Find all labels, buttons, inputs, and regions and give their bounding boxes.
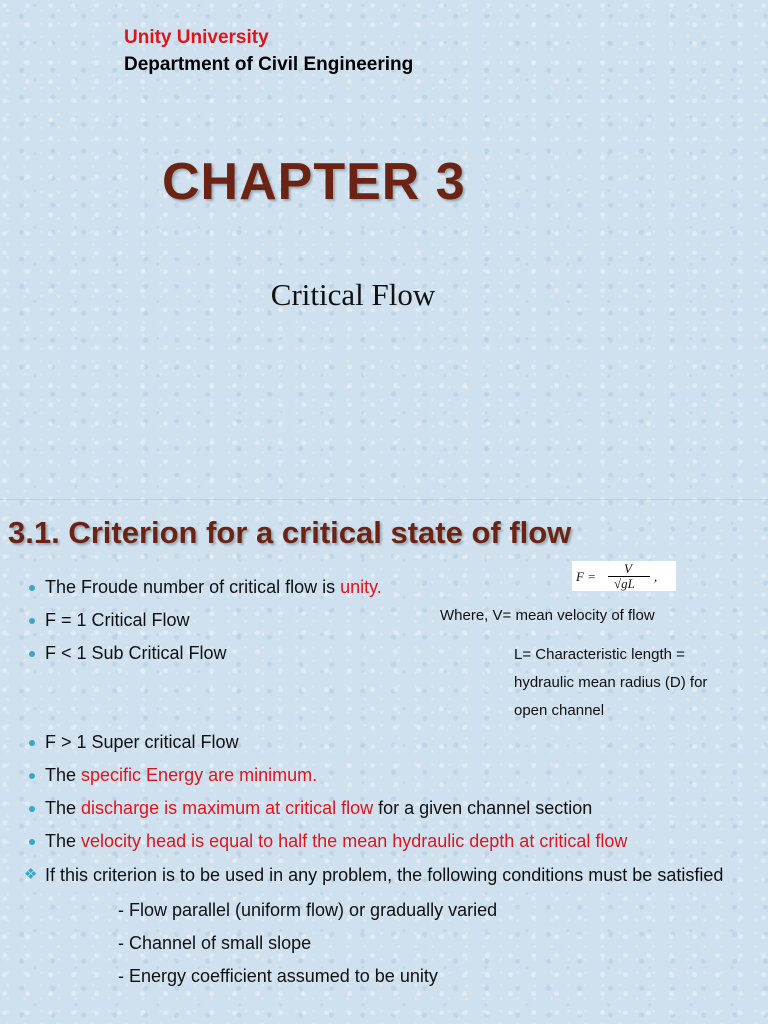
university-name: Unity University [124,27,269,48]
bullet-item [22,825,762,858]
bullet-item [22,604,762,637]
bullet-text: for a given channel section [373,798,593,818]
title-slide [0,0,768,500]
bullet-highlight: unity. [340,577,382,597]
formula-tail: , [654,569,658,584]
definition-line: L= Characteristic length = [514,646,685,663]
condition-item: - Energy coefficient assumed to be unity [118,966,438,986]
bullet-text: F = 1 Critical Flow [45,610,190,630]
bullet-dot [29,806,35,812]
bullet-text: F > 1 Super critical Flow [45,732,239,752]
bullet-item [22,637,762,670]
criterion-text: If this criterion is to be used in any problem, the following conditions must be satisfied [45,865,724,885]
bullet-dot [29,651,35,657]
section-heading: 3.1. Criterion for a critical state of flow [8,515,572,550]
bullet-text: F < 1 Sub Critical Flow [45,643,227,663]
bullet-dot [29,773,35,779]
bullet-text: The [45,765,82,785]
definition-line: hydraulic mean radius (D) for [514,674,708,691]
bullet-highlight: velocity head is equal to half the mean hydraulic depth at critical flow [81,831,628,851]
criterion-note [22,858,722,888]
bullet-item [22,792,762,825]
formula-denominator: √gL [614,576,635,591]
conditions-list [22,894,762,993]
bullet-list [22,571,762,993]
chapter-subtitle: Critical Flow [270,277,436,312]
content-slide [0,500,768,1024]
bullet-text: The Froude number of critical flow is [45,577,341,597]
condition-item: - Flow parallel (uniform flow) or gradually varied [118,900,498,920]
department-name: Department of Civil Engineering [124,54,414,75]
formula-numerator: V [624,561,632,576]
bullet-dot [29,585,35,591]
bullet-item [22,571,762,604]
definition-line: open channel [514,702,605,719]
bullet-dot [29,618,35,624]
condition-item: - Channel of small slope [118,933,312,953]
bullet-text: The [45,831,82,851]
bullet-text: The [45,798,82,818]
bullet-dot [29,839,35,845]
bullet-dot [29,740,35,746]
bullet-item [22,726,762,759]
bullet-highlight: specific Energy are minimum. [81,765,318,785]
formula-lhs: F = [576,569,596,584]
where-line: Where, V= mean velocity of flow [440,607,655,624]
diamond-bullet-icon: ❖ [24,866,38,883]
bullet-highlight: discharge is maximum at critical flow [81,798,374,818]
bullet-item [22,759,762,792]
chapter-title: CHAPTER 3 [162,153,466,211]
